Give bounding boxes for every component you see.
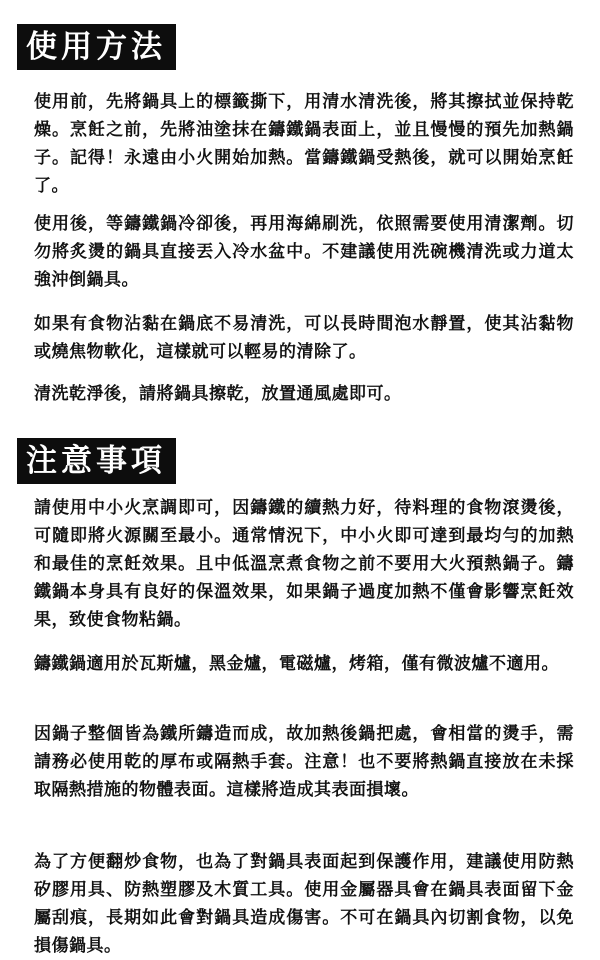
notes-paragraph-4: 為了方便翻炒食物，也為了對鍋具表面起到保護作用，建議使用防熱矽膠用具、防熱塑膠及木質工具。使用金屬器具會在鍋具表面留下金屬刮痕，長期如此會對鍋具造成傷害。不可在鍋具內切割食物，以免損傷鍋具。 xyxy=(34,852,574,956)
notes-paragraph-1: 請使用中小火烹調即可，因鑄鐵的續熱力好，待料理的食物滾燙後，可隨即將火源關至最小。通常情況下，中小火即可達到最均勻的加熱和最佳的烹飪效果。且中低溫烹煮食物之前不要用大火預熱鍋子。鑄鐵鍋本身具有良好的保溫效果，如果鍋子過度加熱不僅會影響烹飪效果，致使食物粘鍋。 xyxy=(34,498,574,630)
usage-paragraph-2: 使用後，等鑄鐵鍋冷卻後，再用海綿刷洗，依照需要使用清潔劑。切勿將炙燙的鍋具直接丟入冷水盆中。不建議使用洗碗機清洗或力道太強沖倒鍋具。 xyxy=(34,214,574,290)
usage-paragraph-1: 使用前，先將鍋具上的標籤撕下，用清水清洗後，將其擦拭並保持乾燥。烹飪之前，先將油塗抹在鑄鐵鍋表面上，並且慢慢的預先加熱鍋子。記得！永遠由小火開始加熱。當鑄鐵鍋受熱後，就可以開始烹飪了。 xyxy=(34,92,574,196)
notes-paragraph-2: 鑄鐵鍋適用於瓦斯爐，黑金爐，電磁爐，烤箱，僅有微波爐不適用。 xyxy=(34,654,559,674)
section-heading-notes: 注意事項 xyxy=(17,438,176,484)
section-heading-usage: 使用方法 xyxy=(17,24,176,70)
notes-paragraph-3: 因鍋子整個皆為鐵所鑄造而成，故加熱後鍋把處，會相當的燙手，需請務必使用乾的厚布或隔熱手套。注意！也不要將熱鍋直接放在未採取隔熱措施的物體表面。這樣將造成其表面損壞。 xyxy=(34,724,574,800)
usage-paragraph-3: 如果有食物沾黏在鍋底不易清洗，可以長時間泡水靜置，使其沾黏物或燒焦物軟化，這樣就可以輕易的清除了。 xyxy=(34,314,574,362)
usage-paragraph-4: 清洗乾淨後，請將鍋具擦乾，放置通風處即可。 xyxy=(34,384,402,404)
